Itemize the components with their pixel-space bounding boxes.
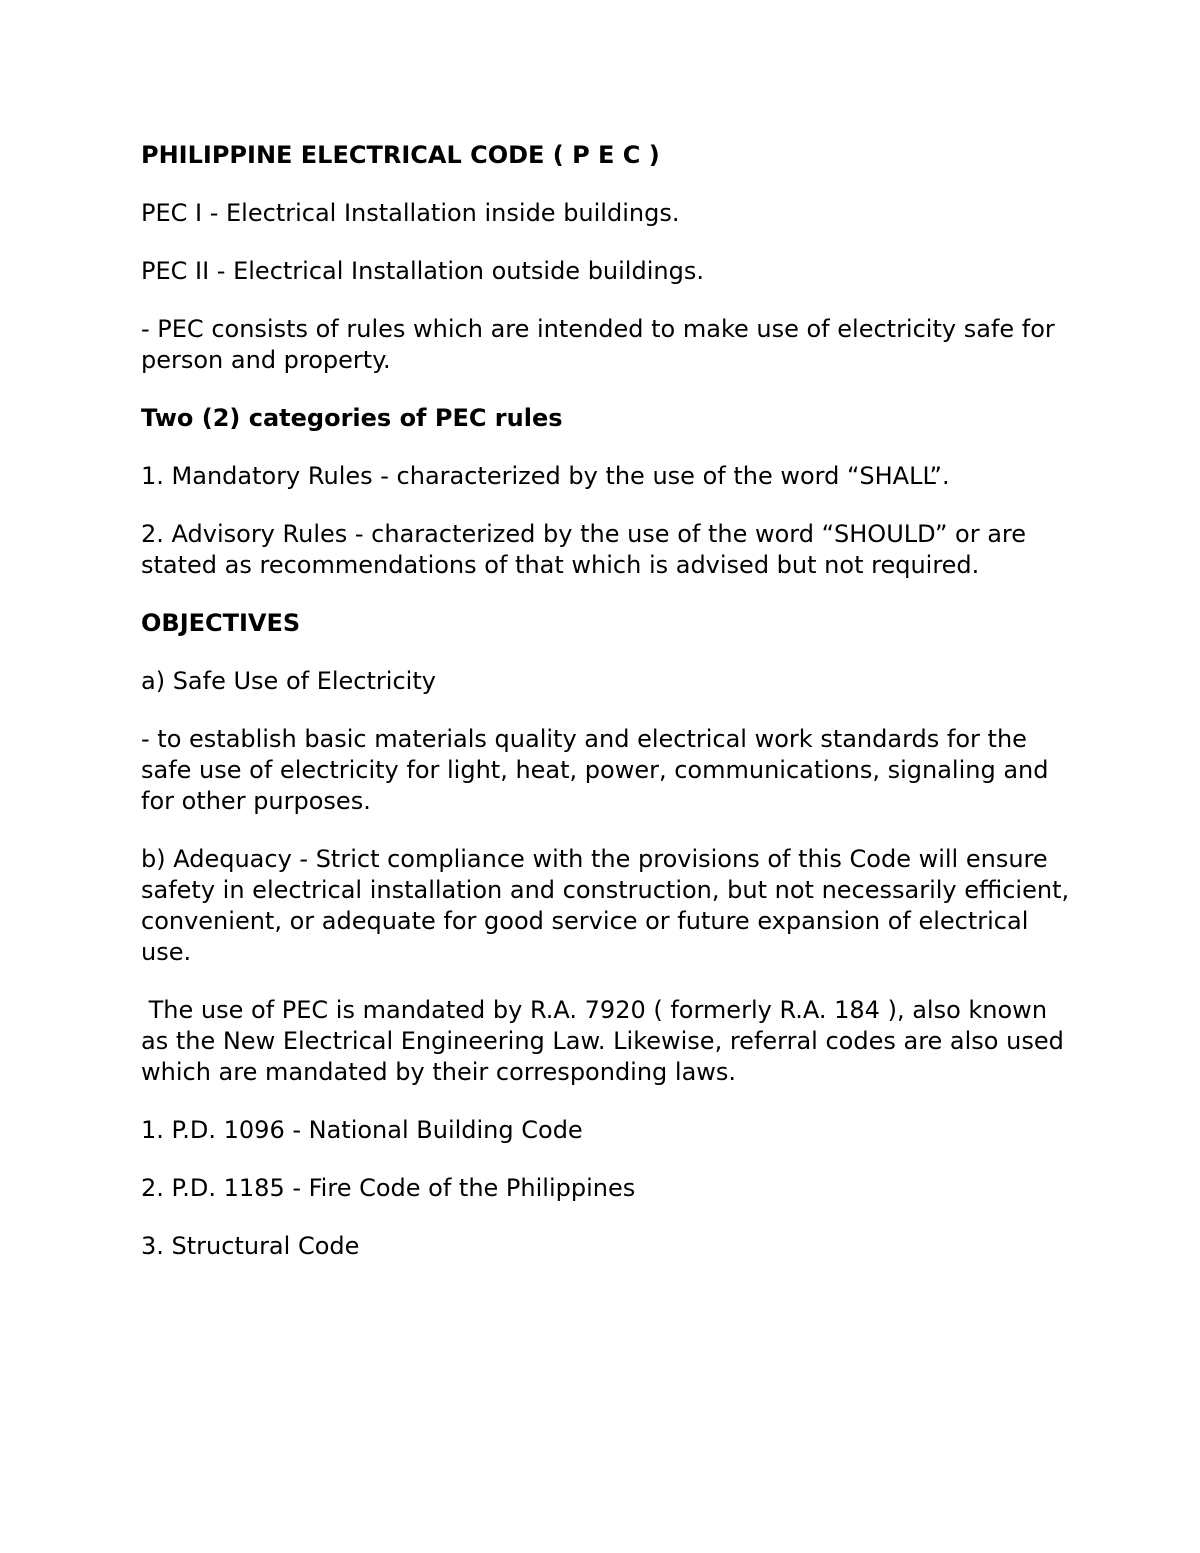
objective-a-title: a) Safe Use of Electricity — [141, 667, 436, 695]
categories-heading: Two (2) categories of PEC rules — [141, 404, 563, 432]
referral-code-item: 1. P.D. 1096 - National Building Code — [141, 1116, 583, 1144]
advisory-rules-item: 2. Advisory Rules - characterized by the use of the word “SHOULD” or are stated as recommendations of that which is advised but not required. — [141, 520, 1027, 579]
objective-b-paragraph: b) Adequacy - Strict compliance with the provisions of this Code will ensure safety in electrical installation and construction, but not necessarily efficient, convenient, or adequate for good service or future expansion of electrical use. — [141, 845, 1070, 966]
pec-1-line: PEC I - Electrical Installation inside buildings. — [141, 199, 680, 227]
document-title: PHILIPPINE ELECTRICAL CODE ( P E C ) — [141, 141, 660, 169]
objectives-heading: OBJECTIVES — [141, 609, 301, 637]
objective-a-description: - to establish basic materials quality and electrical work standards for the safe use of electricity for light, heat, power, communications, signaling and for other purposes. — [141, 725, 1049, 815]
document-body — [141, 140, 1071, 1289]
referral-code-item: 2. P.D. 1185 - Fire Code of the Philippines — [141, 1174, 636, 1202]
pec-definition: - PEC consists of rules which are intended to make use of electricity safe for person and property. — [141, 315, 1055, 374]
pec-2-line: PEC II - Electrical Installation outside buildings. — [141, 257, 704, 285]
mandatory-rules-item: 1. Mandatory Rules - characterized by the use of the word “SHALL”. — [141, 462, 950, 490]
referral-code-item: 3. Structural Code — [141, 1232, 360, 1260]
mandate-paragraph: The use of PEC is mandated by R.A. 7920 ( formerly R.A. 184 ), also known as the New Electrical Engineering Law. Likewise, referral codes are also used which are mandated by their corresponding laws. — [141, 996, 1072, 1086]
